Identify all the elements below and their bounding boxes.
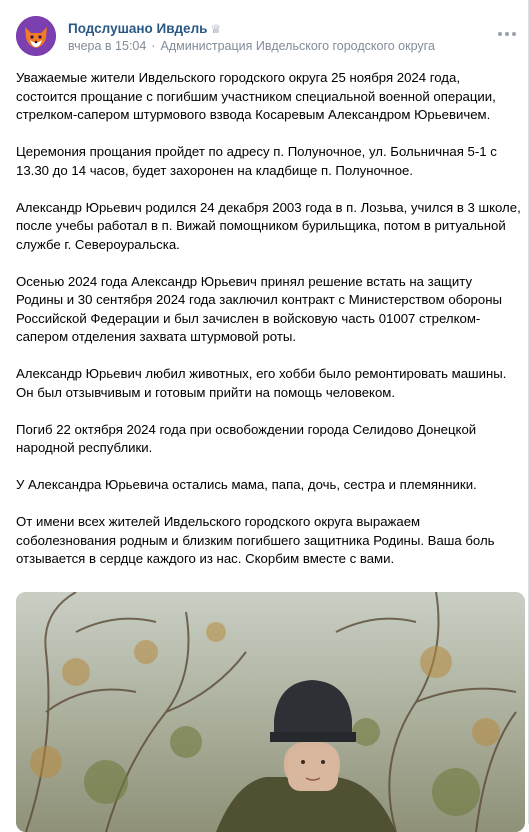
post-paragraph: Погиб 22 октября 2024 года при освобождении города Селидово Донецкой народной республики.	[16, 421, 477, 455]
post-author-link[interactable]	[68, 21, 221, 36]
post-header	[16, 16, 512, 60]
post-paragraph: Осенью 2024 года Александр Юрьевич принял решение встать на защиту Родины и 30 сентября 2024 года заключил контракт с Министерством обороны Российской Федерации и был зачислен в войсковую часть 01007 стрелком-сапером отделения захвата штурмовой роты.	[16, 273, 502, 344]
post-paragraph: Уважаемые жители Ивдельского городского округа 25 ноября 2024 года, состоится прощание с погибшим участником специальной военной операции, стрелком-сапером штурмового взвода Косаревым Александром Юрьевичем.	[16, 70, 496, 122]
post-location[interactable]: Администрация Ивдельского городского округа	[160, 39, 435, 53]
post-author[interactable]: Подслушано Ивдель	[68, 21, 208, 36]
post-text	[16, 69, 521, 587]
post-paragraph: От имени всех жителей Ивдельского городского округа выражаем соболезнования родным и близким погибшего защитника Родины. Ваша боль отзывается в сердце каждого из нас. Скорбим вместе с вами.	[16, 514, 495, 566]
post-time[interactable]: вчера в 15:04	[68, 39, 147, 53]
post-paragraph: Александр Юрьевич любил животных, его хобби было ремонтировать машины. Он был отзывчивым и готовым прийти на помощь человеком.	[16, 366, 507, 400]
post-photo[interactable]	[16, 592, 525, 832]
post-paragraph: Церемония прощания пройдет по адресу п. Полуночное, ул. Больничная 5-1 с 13.30 до 14 часов, будет захоронен на кладбище п. Полуночное.	[16, 144, 497, 178]
post-meta	[68, 39, 435, 53]
post-paragraph: У Александра Юрьевича остались мама, папа, дочь, сестра и племянники.	[16, 477, 477, 492]
crown-icon: ♕	[210, 22, 222, 36]
post-paragraph: Александр Юрьевич родился 24 декабря 2003 года в п. Лозьва, учился в 3 школе, после учебы работал в п. Вижай помощником бурильщика, потом в ритуальной службе г. Североуральска.	[16, 199, 521, 252]
more-horizontal-icon[interactable]	[496, 24, 518, 44]
group-avatar[interactable]	[16, 16, 56, 56]
meta-separator: ·	[151, 39, 156, 53]
fox-avatar-icon	[16, 16, 56, 56]
soldier-photo-image	[16, 592, 525, 832]
